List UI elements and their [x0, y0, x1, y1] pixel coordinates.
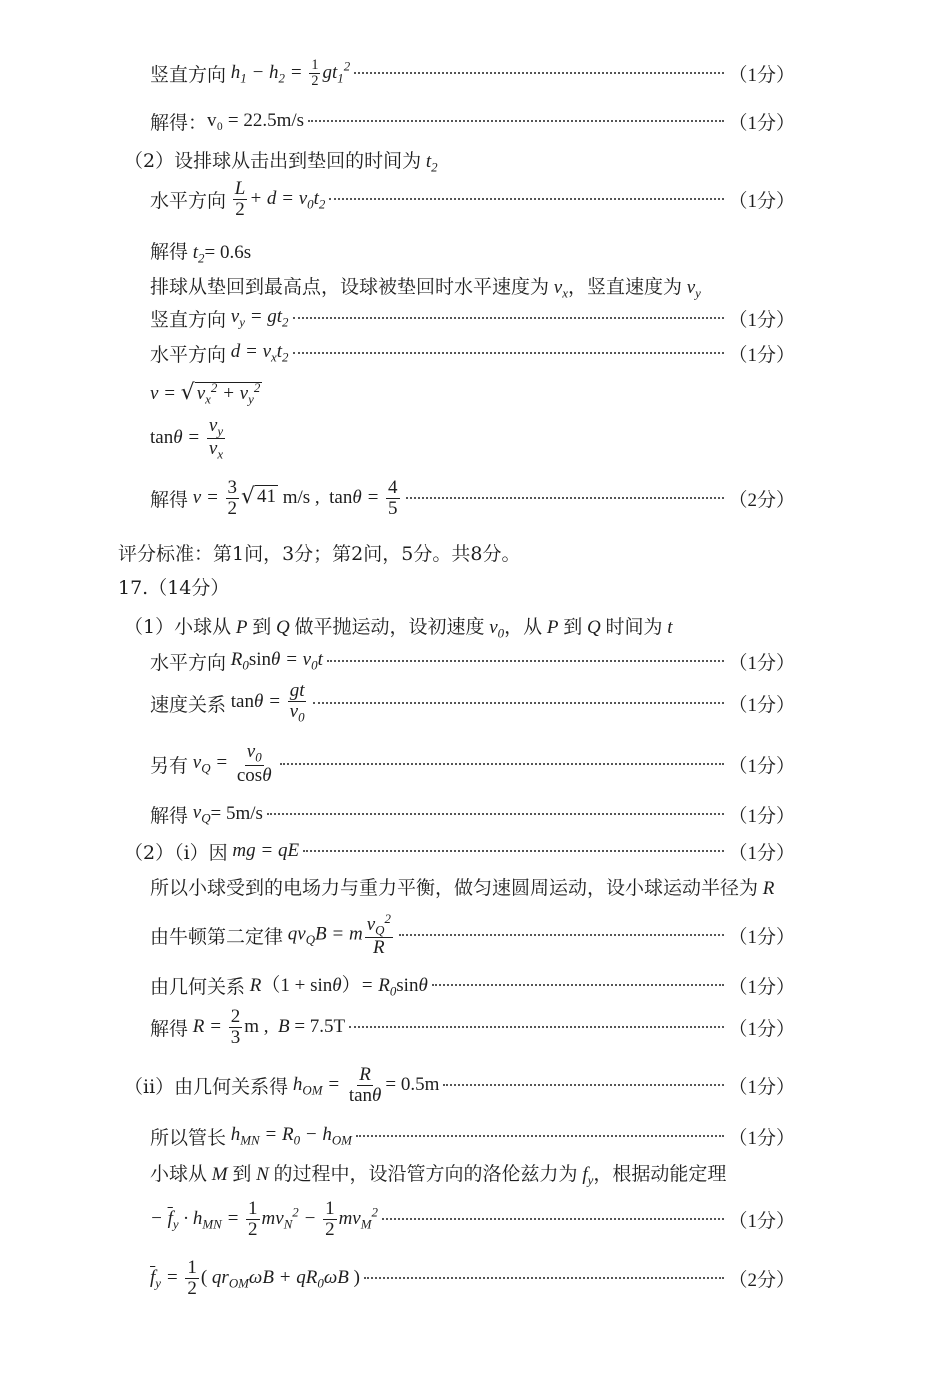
equation: tanθ = $\frac{gt}{v_0}$ — [230, 680, 305, 725]
symbol-vy: $v_y$ — [681, 277, 701, 301]
equation: $d = v_xt_2$ — [226, 340, 289, 365]
label-geometry: 由几何关系 — [150, 975, 246, 998]
symbol-t: t — [662, 617, 673, 638]
label-solve: 解得： — [150, 111, 208, 134]
dot-leader — [349, 1026, 724, 1028]
eq-row-d — [150, 338, 795, 368]
eq-row-energy — [150, 1194, 795, 1244]
eq-row-r0-horizontal — [150, 646, 795, 676]
equation: $R(1 + \sin\theta)= R_0\sin\theta$ — [245, 975, 428, 999]
q17-text-d: ，从 — [504, 616, 543, 638]
dot-leader — [267, 813, 725, 815]
symbol-Q: Q — [271, 617, 295, 638]
circular-motion-sentence: 所以小球受到的电场力与重力平衡，做匀速圆周运动，设小球运动半径为 — [150, 877, 759, 899]
equation: $R_0\sin\theta = v_0t$ — [226, 648, 323, 673]
symbol-vx: $v_x$ — [549, 277, 568, 301]
label-vertical: 竖直方向 — [150, 63, 227, 86]
rebound-text — [150, 272, 701, 302]
label-velocity-relation: 速度关系 — [150, 693, 227, 716]
eq-row-result-v — [150, 474, 795, 522]
dot-leader — [354, 72, 724, 74]
score: （2分） — [728, 489, 795, 511]
score: （1分） — [728, 926, 795, 948]
symbol-Q: Q — [582, 617, 606, 638]
question-17-heading: 17.（14分） — [118, 577, 230, 599]
part-2-text: （2）设排球从击出到垫回的时间为 — [124, 150, 422, 172]
score: （1分） — [728, 694, 795, 716]
m-to-n-text-a: 小球从 — [150, 1163, 208, 1185]
label-solve: 解得 — [150, 804, 189, 827]
equation: $h_{MN} = R_0 - h_{OM}$ — [226, 1123, 352, 1148]
label-solve: 解得 — [150, 488, 189, 511]
q17-text-e: 到 — [563, 616, 583, 638]
score: （1分） — [728, 976, 795, 998]
q17-text-b: 到 — [252, 616, 272, 638]
equation: − $\overline{f}_y \cdot h_{MN}$ = $\frac{1}{2}$ $mv_N^2$ − $\frac{1}{2}$ $mv_M^2$ — [150, 1197, 378, 1240]
symbol-N: N — [251, 1164, 274, 1185]
score: （1分） — [728, 1076, 795, 1098]
symbol-v0: $v_0$ — [484, 617, 505, 641]
dot-leader — [280, 763, 725, 765]
symbol-R: R — [758, 878, 775, 899]
label-vertical: 竖直方向 — [150, 308, 227, 331]
m-to-n-text-b: 到 — [232, 1163, 252, 1185]
label-newton: 由牛顿第二定律 — [150, 925, 284, 948]
scoring-standard: 评分标准：第1问，3分；第2问，5分。共8分。 — [118, 543, 521, 565]
result-v0: v₀ = 22.5m/s — [207, 110, 305, 131]
eq-speed: v = √ $v_x^2 + v_y^2$ — [150, 380, 261, 407]
score: （1分） — [728, 805, 795, 827]
dot-leader — [308, 120, 724, 122]
dot-leader — [364, 1277, 725, 1279]
dot-leader — [356, 1135, 725, 1137]
rebound-text-b: ，竖直速度为 — [567, 276, 682, 298]
circular-motion-text — [150, 873, 774, 900]
score: （2分） — [728, 1269, 795, 1291]
eq-row-geometry — [150, 970, 795, 1000]
label-part-ii: （ii）由几何关系得 — [124, 1075, 289, 1098]
label-part-2-i: （2）（i）因 — [124, 841, 228, 864]
eq-row-vq — [150, 741, 795, 787]
label-solve: 解得 — [150, 1017, 189, 1040]
eq-row-newton — [150, 910, 795, 960]
m-to-n-text-d: ，根据动能定理 — [593, 1163, 727, 1185]
result-t2 — [150, 237, 251, 267]
label-tube-length: 所以管长 — [150, 1126, 227, 1149]
eq-row-vy — [150, 303, 795, 333]
dot-leader — [293, 352, 725, 354]
equation: $v_Q$ = $\frac{v_0}{\cos\theta}$ — [188, 741, 272, 786]
part-2-intro — [124, 146, 438, 176]
dot-leader — [399, 934, 725, 936]
score: （1分） — [728, 652, 795, 674]
dot-leader — [382, 1218, 725, 1220]
label-horizontal: 水平方向 — [150, 343, 227, 366]
score: （1分） — [728, 1210, 795, 1232]
vq-value: = 5m/s — [210, 803, 263, 824]
eq-row-fy-average — [150, 1253, 795, 1303]
equation: $\overline{f}_y$ = $\frac{1}{2}$ ( $qr_{OM}\omega B + qR_0\omega B$ ) — [150, 1256, 360, 1299]
dot-leader — [327, 660, 725, 662]
equation: v = $\frac{3}{2}$ √ 41 m/s , tanθ = $\frac{4}{5}$ — [188, 476, 398, 519]
symbol-t2: $t_2$ — [421, 151, 438, 175]
symbol-P: P — [231, 617, 253, 638]
dot-leader — [293, 317, 725, 319]
label-solve: 解得 — [150, 241, 189, 263]
eq-row-v0 — [150, 106, 795, 136]
t2-value: = 0.6s — [204, 242, 252, 263]
q17-text-c: 做平抛运动，设初速度 — [294, 616, 485, 638]
score: （1分） — [728, 842, 795, 864]
score: （1分） — [728, 755, 795, 777]
m-to-n-text — [150, 1159, 726, 1189]
dot-leader — [313, 702, 725, 704]
eq-row-vq-result — [150, 799, 795, 829]
eq-row-horizontal — [150, 176, 795, 222]
score: （1分） — [728, 112, 795, 134]
score: （1分） — [728, 344, 795, 366]
equation: mg = qE — [227, 840, 300, 861]
dot-leader — [443, 1084, 724, 1086]
equation: $h_{OM}$ = $\frac{R}{\tan\theta}$ = 0.5m — [288, 1063, 440, 1106]
m-to-n-text-c: 的过程中，设沿管方向的洛伦兹力为 — [273, 1163, 578, 1185]
equation: $\frac{L}{2}$ + $d = v_0t_2$ — [234, 177, 326, 220]
label-horizontal: 水平方向 — [150, 189, 227, 212]
rebound-text-a: 排球从垫回到最高点，设球被垫回时水平速度为 — [150, 276, 550, 298]
eq-row-r-b — [150, 1004, 795, 1050]
eq-row-hmn — [150, 1121, 795, 1151]
q17-text-a: （1）小球从 — [124, 616, 232, 638]
score: （1分） — [728, 309, 795, 331]
dot-leader — [406, 497, 725, 499]
eq-row-velocity-relation — [150, 680, 795, 726]
label-horizontal: 水平方向 — [150, 651, 227, 674]
score: （1分） — [728, 64, 795, 86]
eq-row-hom — [124, 1060, 795, 1110]
q17-text-f: 时间为 — [605, 616, 663, 638]
symbol-fy: $f_y$ — [577, 1164, 594, 1188]
symbol-vq: $v_Q$ — [188, 801, 211, 826]
eq-row-vertical-h — [150, 56, 795, 90]
equation: $v_y = gt_2$ — [226, 305, 289, 330]
equation: R = $\frac{2}{3}$ m , B = 7.5T — [188, 1005, 346, 1048]
score: （1分） — [728, 1127, 795, 1149]
dot-leader — [303, 850, 724, 852]
symbol-P: P — [542, 617, 564, 638]
dot-leader — [329, 198, 724, 200]
label-also: 另有 — [150, 754, 189, 777]
symbol-t2: $t_2$ — [188, 242, 205, 266]
eq-row-mg-qe — [124, 836, 795, 866]
equation: $qv_QB = m$ $\frac{v_Q^2}{R}$ — [283, 910, 391, 959]
eq-tan: tanθ = $\frac{v_y}{v_x}$ — [150, 415, 224, 462]
symbol-M: M — [207, 1164, 233, 1185]
q17-part-1-intro — [124, 612, 673, 642]
equation: $h_1 - h_2$ = $\frac{1}{2}$ $gt_1^2$ — [226, 56, 351, 89]
score: （1分） — [728, 1018, 795, 1040]
score: （1分） — [728, 190, 795, 212]
dot-leader — [432, 984, 725, 986]
